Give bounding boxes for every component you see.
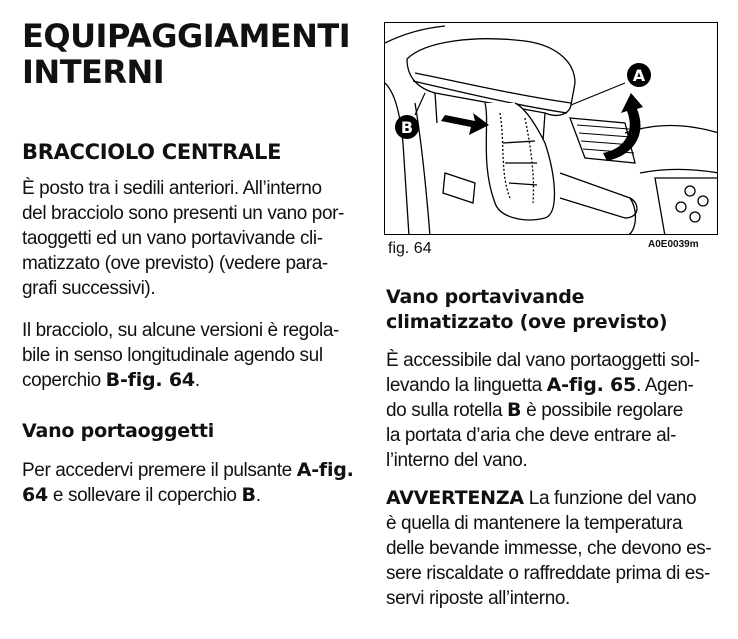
- figure-reference: 64: [22, 484, 49, 506]
- text-line: [22, 368, 367, 393]
- text-span: La funzione del vano: [523, 488, 697, 509]
- text-span: do sulla rotella: [386, 400, 507, 421]
- warning-paragraph: [386, 486, 726, 611]
- figure-reference: B-fig. 64: [105, 369, 195, 391]
- callout-a: [627, 63, 651, 87]
- svg-text:A: A: [632, 66, 646, 85]
- text-line: [22, 483, 367, 508]
- subsection-title-line2: climatizzato (ove previsto): [386, 311, 668, 333]
- text-line: È accessibile dal vano portaoggetti sol-: [386, 350, 700, 371]
- subsection-title-vano-portaoggetti: Vano portaoggetti: [22, 420, 215, 442]
- text-line: del bracciolo sono presenti un vano por-: [22, 203, 344, 224]
- page-title-line1: EQUIPAGGIAMENTI: [22, 17, 351, 55]
- vano-portaoggetti-paragraph: [22, 458, 367, 508]
- text-line: matizzato (ove previsto) (vedere para-: [22, 253, 328, 274]
- figure-reference: A-fig. 65: [546, 374, 637, 396]
- section-title: BRACCIOLO CENTRALE: [22, 140, 282, 164]
- page-title: [22, 18, 362, 90]
- subsection-title-line1: Vano portavivande: [386, 286, 585, 308]
- text-span: coperchio: [22, 370, 106, 391]
- page-title-line2: INTERNI: [22, 53, 165, 91]
- text-line: è quella di mantenere la temperatura: [386, 513, 683, 534]
- part-reference: B: [507, 399, 522, 421]
- section-paragraph-1: [22, 176, 367, 301]
- svg-text:B: B: [400, 118, 414, 137]
- text-span: è possibile regolare: [521, 400, 683, 421]
- text-line: È posto tra i sedili anteriori. All’interno: [22, 178, 322, 199]
- text-line: l’interno del vano.: [386, 450, 528, 471]
- text-line: Il bracciolo, su alcune versioni è regola-: [22, 320, 339, 341]
- figure-reference: A-fig.: [296, 459, 354, 481]
- text-line: [386, 398, 726, 423]
- armrest-drawing: [385, 23, 718, 235]
- warning-label: AVVERTENZA: [386, 487, 524, 509]
- figure-caption: fig. 64: [388, 240, 432, 257]
- text-span: Per accedervi premere il pulsante: [22, 460, 297, 481]
- section-paragraph-2: [22, 318, 367, 393]
- subsection-title-vano-portavivande: [386, 285, 667, 335]
- text-line: sere riscaldate o raffreddate prima di es-: [386, 563, 710, 584]
- text-line: la portata d’aria che deve entrare al-: [386, 425, 677, 446]
- figure-armrest-illustration: [384, 22, 718, 235]
- text-line: taoggetti ed un vano portavivande cli-: [22, 228, 323, 249]
- text-span: levando la linguetta: [386, 375, 547, 396]
- text-span: . Agen-: [636, 375, 694, 396]
- callout-b: [395, 115, 419, 139]
- text-line: [22, 458, 367, 483]
- figure-code: A0E0039m: [648, 239, 699, 250]
- text-line: bile in senso longitudinale agendo sul: [22, 345, 323, 366]
- push-arrow-icon: [441, 113, 489, 135]
- text-line: servi riposte all’interno.: [386, 588, 570, 609]
- vano-portavivande-paragraph: [386, 348, 726, 473]
- text-span: e sollevare il coperchio: [48, 485, 242, 506]
- text-span: .: [194, 370, 200, 391]
- text-span: .: [255, 485, 261, 506]
- text-line: [386, 373, 726, 398]
- text-line: grafi successivi).: [22, 278, 156, 299]
- text-line: [386, 486, 726, 511]
- part-reference: B: [241, 484, 256, 506]
- text-line: delle bevande immesse, che devono es-: [386, 538, 712, 559]
